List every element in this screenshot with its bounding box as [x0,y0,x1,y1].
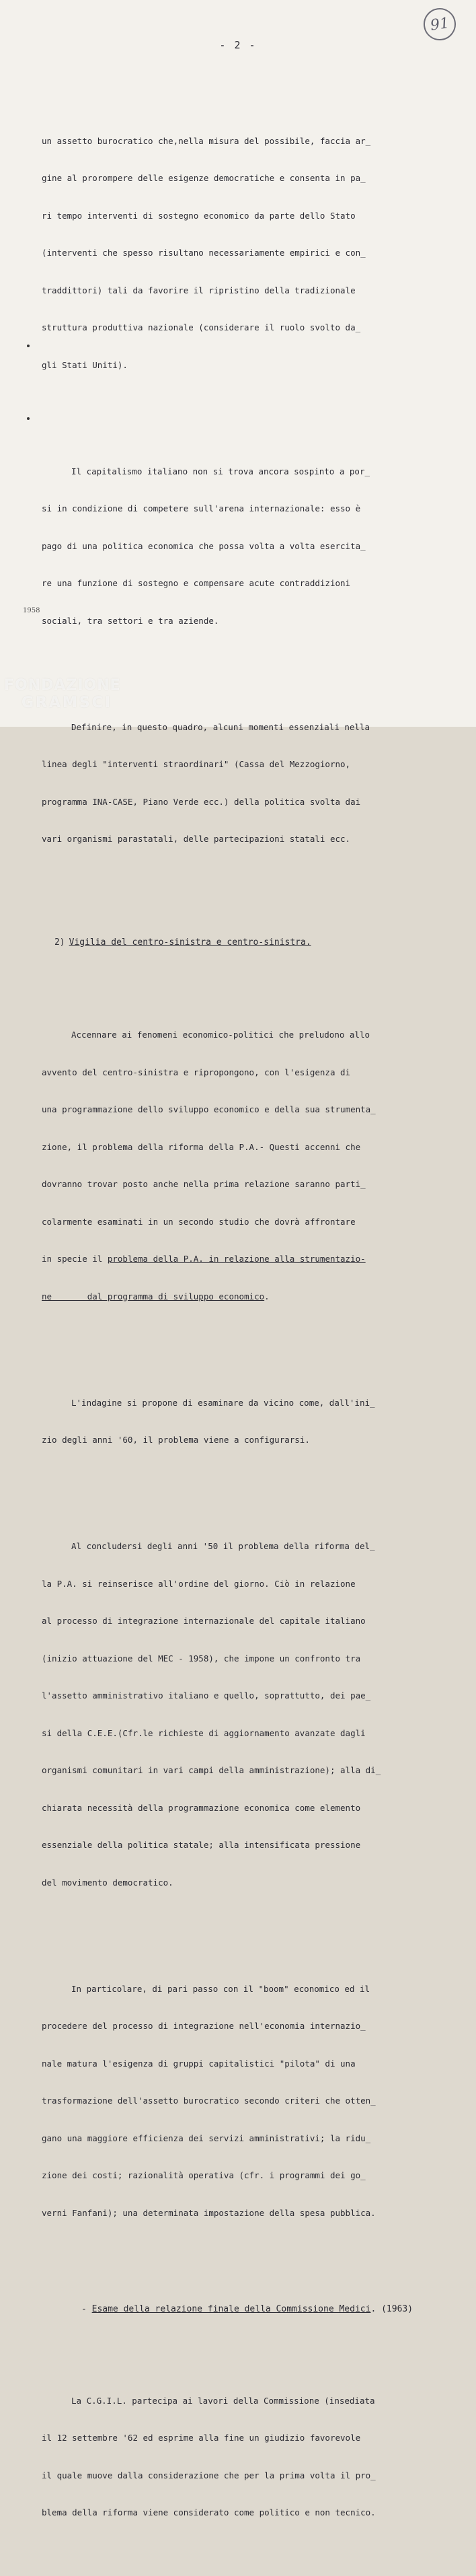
text-line: verni Fanfani); una determinata impostazione della spesa pubblica. [42,2207,376,2218]
archive-stamp: 91 [422,6,458,42]
text-line: del movimento democratico. [42,1877,173,1888]
text-line: ri tempo interventi di sostegno economico da parte dello Stato [42,210,356,221]
underlined-text: problema della P.A. in relazione alla strumentazio- [107,1254,366,1264]
watermark-line: FONDAZIONE [4,677,121,694]
text-line: Accennare ai fenomeni economico-politici che preludono allo [71,1030,370,1040]
text-line: si in condizione di competere sull'arena internazionale: esso è [42,503,361,513]
text-line: blema della riforma viene considerato come politico e non tecnico. [42,2507,376,2517]
text-line: la P.A. si reinserisce all'ordine del giorno. Ciò in relazione [42,1578,356,1589]
text-line: re una funzione di sostegno e compensare acute contraddizioni [42,578,351,588]
text-fragment: in specie il [42,1254,108,1264]
text-line: In particolare, di pari passo con il "boom" economico ed il [71,1983,370,1994]
text-line: chiarata necessità della programmazione economica come elemento [42,1802,361,1813]
text-line: programma INA-CASE, Piano Verde ecc.) della politica svolta dai [42,796,361,807]
text-line: zione dei costi; razionalità operativa (cfr. i programmi dei go_ [42,2170,366,2180]
section-title: Vigilia del centro-sinistra e centro-sinistra. [69,937,311,947]
subsection-dash: - [81,2304,92,2314]
watermark [4,677,121,712]
text-line: nale matura l'esigenza di gruppi capitalistici "pilota" di una [42,2058,356,2069]
subsection-heading [50,2291,445,2329]
text-line: zio degli anni '60, il problema viene a configurarsi. [42,1435,310,1445]
text-line: un assetto burocratico che,nella misura del possibile, faccia ar_ [42,135,371,146]
text-line: Al concludersi degli anni '50 il problema della riforma del_ [71,1541,375,1551]
subsection-title: Esame della relazione finale della Commissione Medici [91,2304,371,2314]
text-line: gano una maggiore efficienza dei servizi amministrativi; la ridu_ [42,2133,371,2143]
text-line: procedere del processo di integrazione nell'economia internazio_ [42,2021,366,2031]
text-line: si della C.E.E.(Cfr.le richieste di aggiornamento avanzate dagli [42,1727,366,1738]
text-fragment: . [264,1291,270,1301]
text-line: organismi comunitari in vari campi della amministrazione); alla di_ [42,1765,381,1775]
text-line: (interventi che spesso risultano necessariamente empirici e con_ [42,248,366,258]
text-line: Il capitalismo italiano non si trova ancora sospinto a por_ [71,466,370,476]
margin-dot [27,417,30,420]
text-line: linea degli "interventi straordinari" (Cassa del Mezzogiorno, [42,759,351,769]
document-body [42,73,445,2576]
text-line: sociali, tra settori e tra aziende. [42,615,219,626]
paragraph-2 [42,441,445,653]
page-number: - 2 - [219,39,257,51]
text-line: colarmente esaminati in un secondo studio che dovrà affrontare [42,1216,356,1227]
text-line: vari organismi parastatali, delle partecipazioni statali ecc. [42,834,351,844]
text-line: struttura produttiva nazionale (considerare il ruolo svolto da_ [42,322,361,332]
text-line: zione, il problema della riforma della P.A.- Questi accenni che [42,1141,361,1152]
text-line: gli Stati Uniti). [42,359,128,370]
text-line: La C.G.I.L. partecipa ai lavori della Commissione (insediata [71,2395,375,2406]
text-line: il quale muove dalla considerazione che per la prima volta il pro_ [42,2470,376,2480]
text-line [42,1253,445,1266]
subsection-suffix: . (1963) [370,2304,413,2314]
paragraph-8 [42,2370,445,2544]
text-line: essenziale della politica statale; alla intensificata pressione [42,1840,361,1850]
text-line: pago di una politica economica che possa volta a volta esercita_ [42,540,366,551]
text-line: il 12 settembre '62 ed esprime alla fine un giudizio favorevole [42,2433,361,2443]
margin-dot [27,345,30,347]
section-heading [23,924,445,962]
text-line: l'assetto amministrativo italiano e quello, soprattutto, dei pae_ [42,1690,371,1701]
section-number: 2) [54,937,65,947]
paragraph-1 [42,110,445,397]
text-line [42,1291,445,1303]
text-line: dovranno trovar posto anche nella prima relazione saranno parti_ [42,1179,366,1189]
paragraph-7 [42,1958,445,2245]
text-line: trasformazione dell'assetto burocratico secondo criteri che otten_ [42,2096,376,2106]
text-line: avvento del centro-sinistra e ripropongono, con l'esigenza di [42,1067,351,1077]
watermark-line: GRAMSCI [22,694,113,711]
text-line: L'indagine si propone di esaminare da vicino come, dall'ini_ [71,1397,375,1408]
text-line: traddittori) tali da favorire il ripristino della tradizionale [42,285,356,295]
text-line: Definire, in questo quadro, alcuni momenti essenziali nella [71,721,370,732]
paragraph-3 [42,696,445,871]
paragraph-6 [42,1515,445,1914]
text-line: (inizio attuazione del MEC - 1958), che impone un confronto tra [42,1653,361,1663]
text-line: al processo di integrazione internazionale del capitale italiano [42,1616,366,1626]
paragraph-4 [42,1004,445,1328]
paragraph-5 [42,1372,445,1472]
text-line: una programmazione dello sviluppo economico e della sua strumenta_ [42,1104,376,1114]
underlined-text: ne dal programma di sviluppo economico [42,1291,265,1301]
margin-note: 1958 [23,607,40,614]
text-line: gine al prorompere delle esigenze democratiche e consenta in pa_ [42,173,366,183]
